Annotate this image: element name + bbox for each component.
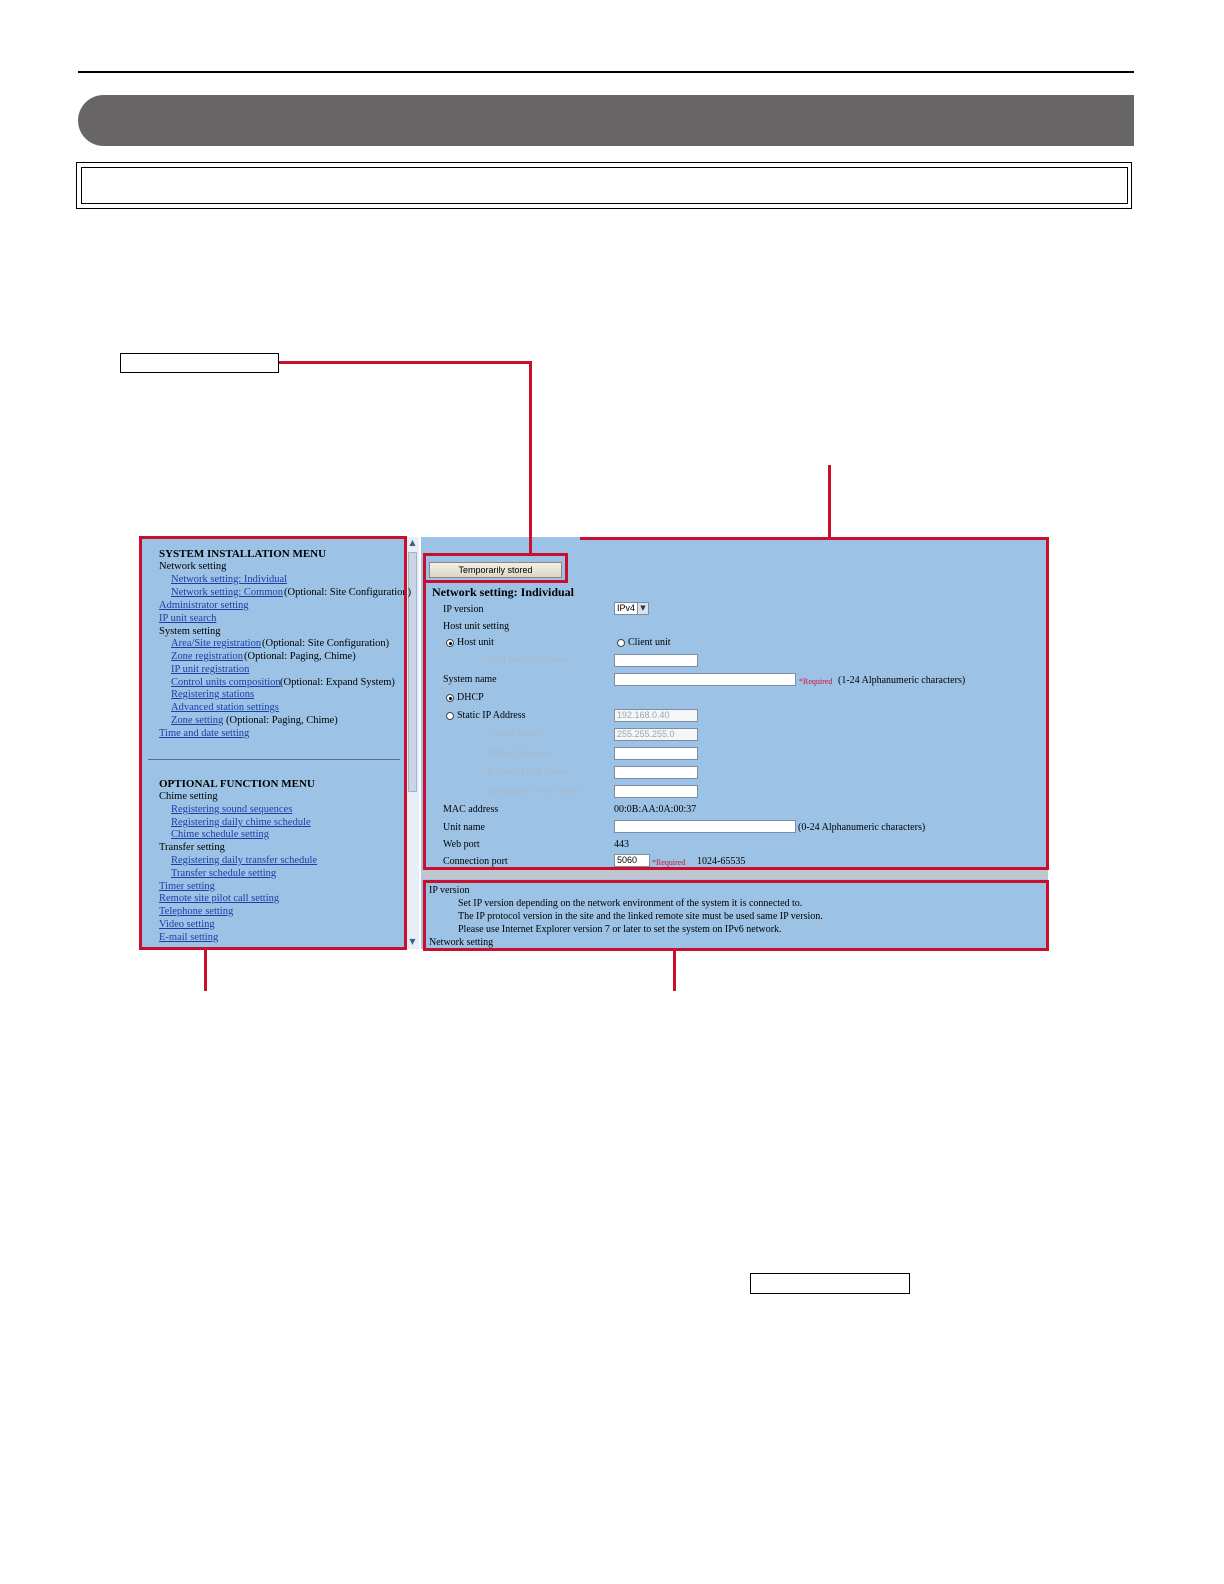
connection-port-input[interactable]: 5060	[614, 854, 650, 867]
web-port-label: Web port	[443, 839, 480, 850]
form-title: Network setting: Individual	[432, 585, 575, 599]
subnet-label: Subnet Mask	[487, 729, 540, 740]
host-unit-setting-label: Host unit setting	[443, 621, 510, 632]
callout-frame-menu	[139, 536, 407, 950]
connection-port-range: 1024-65535	[697, 856, 746, 867]
menu-note-zone-setting: (Optional: Paging, Chime)	[226, 715, 338, 726]
menu-link-daily-chime[interactable]: Registering daily chime schedule	[171, 817, 311, 828]
mac-address-value: 00:0B:AA:0A:00:37	[614, 804, 697, 815]
menu-link-daily-transfer[interactable]: Registering daily transfer schedule	[171, 855, 318, 866]
ip-version-select[interactable]: IPv4	[614, 602, 649, 615]
menu-chime-setting: Chime setting	[159, 791, 218, 802]
menu-link-time-date[interactable]: Time and date setting	[159, 728, 250, 739]
menu-link-sound-sequences[interactable]: Registering sound sequences	[171, 804, 293, 815]
connection-port-required: *Required	[652, 858, 686, 867]
unit-name-hint: (0-24 Alphanumeric characters)	[798, 822, 926, 833]
callout-frame-form	[423, 537, 1049, 870]
menu-note-area-site: (Optional: Site Configuration)	[262, 638, 390, 649]
dhcp-label: DHCP	[457, 692, 484, 703]
system-name-required: *Required	[799, 677, 833, 686]
system-name-label: System name	[443, 674, 497, 685]
menu-link-ip-unit-search[interactable]: IP unit search	[159, 613, 217, 624]
ip-version-label: IP version	[443, 604, 484, 615]
menu-link-email[interactable]: E-mail setting	[159, 932, 219, 943]
temporarily-stored-button[interactable]: Temporarily stored	[429, 562, 562, 578]
menu-link-zone-setting[interactable]: Zone setting	[171, 715, 224, 726]
heading-box-inner	[81, 167, 1128, 204]
help-title: IP version	[429, 885, 470, 896]
menu-note-control-units: (Optional: Expand System)	[280, 677, 395, 688]
subnet-input[interactable]: 255.255.255.0	[614, 728, 698, 741]
menu-system-setting: System setting	[159, 626, 221, 637]
host-ip-label: Host unit IP address	[487, 655, 568, 666]
menu-link-registering-stations[interactable]: Registering stations	[171, 689, 255, 700]
menu-link-zone-registration[interactable]: Zone registration	[171, 651, 244, 662]
callout-frame-help	[423, 880, 1049, 951]
help-next-title: Network setting	[429, 937, 494, 948]
top-rule	[78, 71, 1134, 73]
menu-link-network-individual[interactable]: Network setting: Individual	[171, 574, 288, 585]
primary-dns-label: Primary DNS Server	[487, 767, 571, 778]
host-unit-label: Host unit	[457, 637, 494, 648]
menu-link-ip-unit-registration[interactable]: IP unit registration	[171, 664, 250, 675]
connector-top-horizontal	[279, 361, 532, 364]
client-unit-label: Client unit	[628, 637, 671, 648]
scroll-up-icon[interactable]: ▲	[409, 538, 416, 547]
menu-link-remote-pilot[interactable]: Remote site pilot call setting	[159, 893, 280, 904]
pane-divider[interactable]	[421, 870, 1048, 879]
system-installation-menu-heading: SYSTEM INSTALLATION MENU	[159, 548, 327, 560]
mac-address-label: MAC address	[443, 804, 499, 815]
menu-link-chime-schedule[interactable]: Chime schedule setting	[171, 829, 269, 840]
callout-label-box-top	[120, 353, 279, 373]
menu-link-control-units[interactable]: Control units composition	[171, 677, 281, 688]
menu-link-video[interactable]: Video setting	[159, 919, 215, 930]
chevron-down-icon[interactable]: ▼	[637, 603, 648, 614]
menu-note-zone-registration: (Optional: Paging, Chime)	[244, 651, 356, 662]
unit-name-label: Unit name	[443, 822, 485, 833]
menu-note-network-common: (Optional: Site Configuration)	[284, 587, 412, 598]
optional-function-menu-heading: OPTIONAL FUNCTION MENU	[159, 778, 315, 790]
system-name-hint: (1-24 Alphanumeric characters)	[838, 675, 966, 686]
help-line-1: Set IP version depending on the network environment of the system it is connected to.	[458, 898, 803, 909]
gateway-label: Default Gateway	[487, 748, 556, 759]
menu-link-timer[interactable]: Timer setting	[159, 881, 215, 892]
static-ip-label: Static IP Address	[457, 710, 526, 721]
menu-link-advanced-station[interactable]: Advanced station settings	[171, 702, 279, 713]
static-ip-input[interactable]: 192.168.0.40	[614, 709, 698, 722]
menu-link-network-common[interactable]: Network setting: Common	[171, 587, 283, 598]
secondary-dns-label: Secondary DNS Server	[487, 786, 581, 797]
connector-form-vertical	[828, 465, 831, 538]
web-port-value: 443	[614, 839, 629, 850]
menu-link-area-site[interactable]: Area/Site registration	[171, 638, 262, 649]
menu-link-transfer-schedule[interactable]: Transfer schedule setting	[171, 868, 277, 879]
scroll-down-icon[interactable]: ▼	[409, 937, 416, 946]
connection-port-label: Connection port	[443, 856, 508, 867]
connector-top-vertical	[529, 361, 532, 554]
help-line-2: The IP protocol version in the site and the linked remote site must be used same IP version.	[458, 911, 823, 922]
help-line-3: Please use Internet Explorer version 7 or later to set the system on IPv6 network.	[458, 924, 782, 935]
connector-help-vertical	[673, 950, 676, 991]
menu-link-administrator[interactable]: Administrator setting	[159, 600, 249, 611]
menu-network-setting: Network setting	[159, 561, 227, 572]
connector-menu-vertical	[204, 949, 207, 991]
menu-transfer-setting: Transfer setting	[159, 842, 225, 853]
section-title-bar	[78, 95, 1134, 146]
callout-label-box-bottom	[750, 1273, 910, 1294]
menu-link-telephone[interactable]: Telephone setting	[159, 906, 234, 917]
